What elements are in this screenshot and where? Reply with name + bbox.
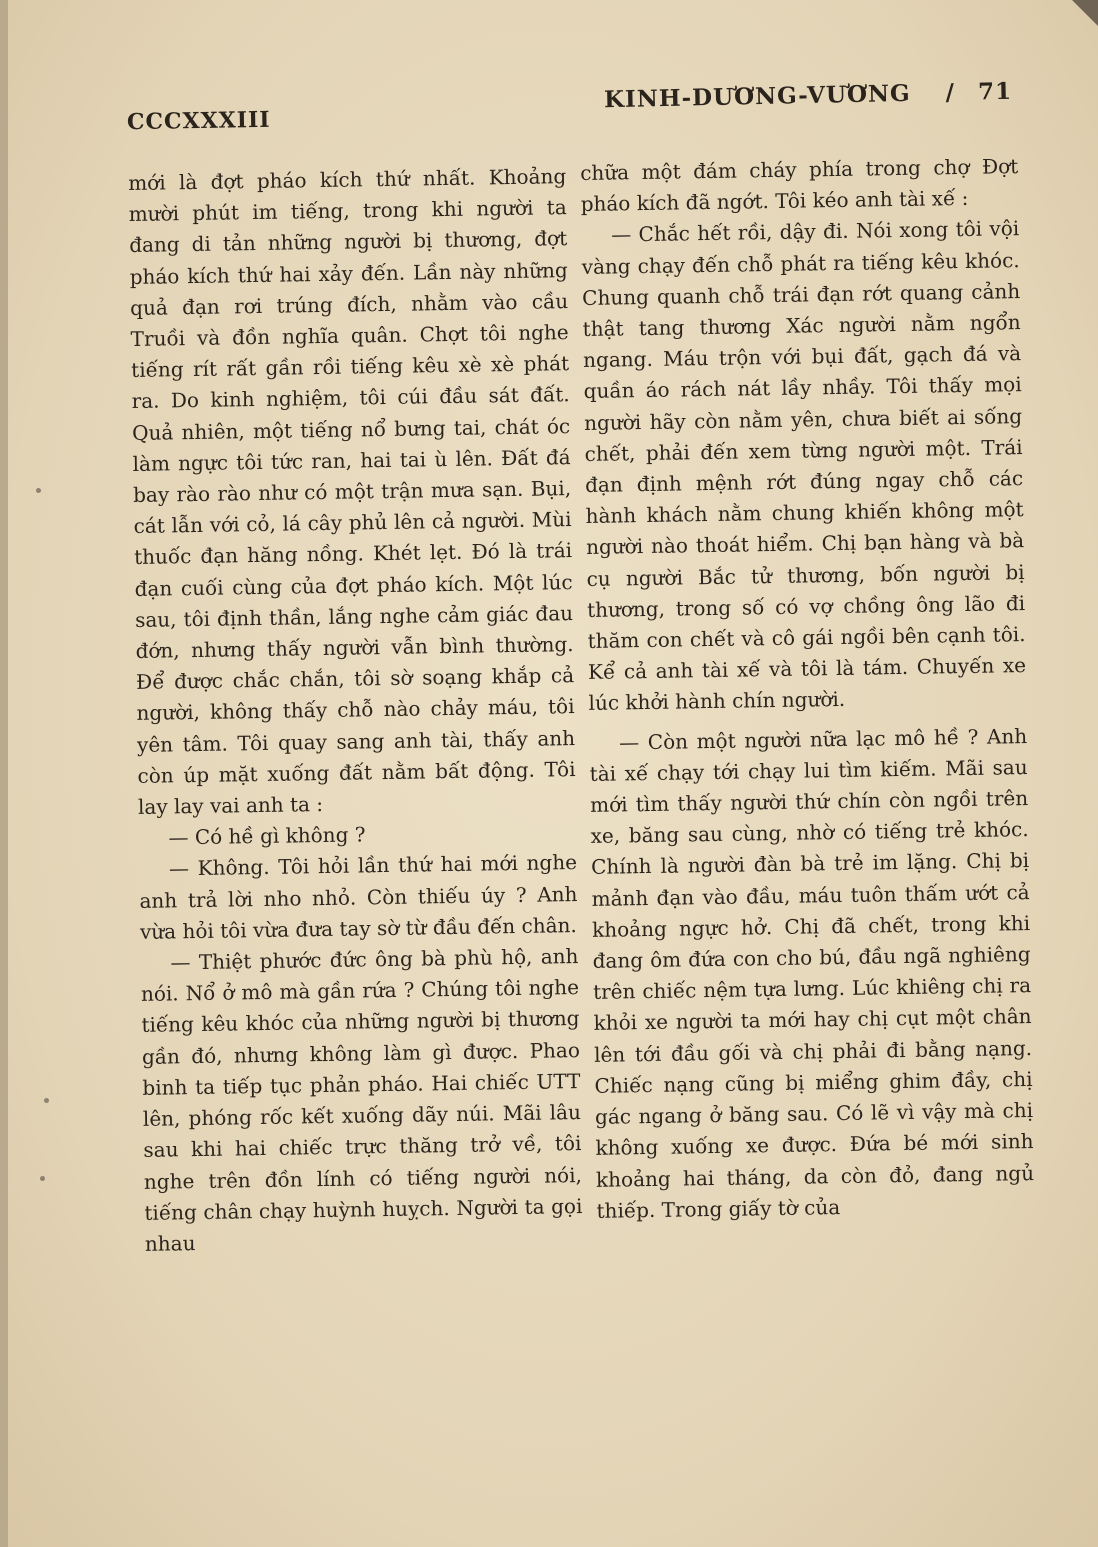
chapter-number: CCCXXXIII xyxy=(126,106,271,136)
paragraph: — Còn một người nữa lạc mô hề ? Anh tài xế chạy tới chạy lui tìm kiếm. Mãi sau mới tìm thấy người thứ chín còn ngồi trên xe, băng sau cùng, nhờ có tiếng trẻ khóc. Chính là người đàn bà trẻ im lặng. Chị bị mảnh đạn vào đầu, máu tuôn thấm ướt cả khoảng ngực hở. Chị đã chết, trong khi đang ôm đứa con cho bú, đầu ngã nghiêng trên chiếc nệm tựa lưng. Lúc khiêng chị ra khỏi xe người ta mới hay chị cụt một chân lên tới đầu gối và chị phải đi bằng nạng. Chiếc nạng cũng bị miểng ghim đầy, chị gác ngang ở băng sau. Có lẽ vì vậy mà chị không xuống xe được. Đứa bé mới sinh khoảng hai tháng, da còn đỏ, đang ngủ thiếp. Trong giấy tờ của xyxy=(589,723,1035,1223)
paragraph: — Không. Tôi hỏi lần thứ hai mới nghe anh trả lời nho nhỏ. Còn thiếu úy ? Anh vừa hỏi tôi vừa đưa tay sờ từ đầu đến chân. xyxy=(139,850,578,944)
paragraph: mới là đợt pháo kích thứ nhất. Khoảng mười phút im tiếng, trong khi người ta đang di tản những người bị thương, đợt pháo kích thứ hai xảy đến. Lần này những quả đạn rơi trúng đích, nhằm vào cầu Truồi và đồn nghĩa quân. Chợt tôi nghe tiếng rít rất gần rồi tiếng kêu xè xè phát ra. Do kinh nghiệm, tôi cúi đầu sát đất. Quả nhiên, một tiếng nổ bưng tai, chát óc làm ngực tôi tức ran, hai tai ù lên. Đất đá bay rào rào như có một trận mưa sạn. Bụi, cát lẫn với cỏ, lá cây phủ lên cả người. Mùi thuốc đạn hăng nồng. Khét lẹt. Đó là trái đạn cuối cùng của đợt pháo kích. Một lúc sau, tôi định thần, lắng nghe cảm giác đau đớn, nhưng thấy người vẫn bình thường. Để được chắc chắn, tôi sờ soạng khắp cả người, không thấy chỗ nào chảy máu, tôi yên tâm. Tôi quay sang anh tài, thấy anh còn úp mặt xuống đất nằm bất động. Tôi lay lay vai anh ta : xyxy=(128,164,576,819)
paragraph: — Chắc hết rồi, dậy đi. Nói xong tôi vội vàng chạy đến chỗ phát ra tiếng kêu khóc. Chung quanh chỗ trái đạn rớt quang cảnh thật tang thương Xác người nằm ngổn ngang. Máu trộn với bụi đất, gạch đá và quần áo rách nát lầy nhầy. Tôi thấy mọi người hãy còn nằm yên, chưa biết ai sống chết, phải đến xem từng người một. Trái đạn định mệnh rớt đúng ngay chỗ các hành khách nằm chung khiến không một người nào thoát hiểm. Chị bạn hàng và bà cụ người Bắc tử thương, bốn người bị thương, trong số có vợ chồng ông lão đi thăm con chết và cô gái ngồi bên cạnh tôi. Kể cả anh tài xế và tôi là tám. Chuyến xe lúc khởi hành chín người. xyxy=(581,216,1027,716)
paragraph: — Có hề gì không ? xyxy=(168,822,366,850)
paper-speck xyxy=(40,1176,45,1181)
paragraph: — Thiệt phước đức ông bà phù hộ, anh nói. Nổ ở mô mà gần rứa ? Chúng tôi nghe tiếng kêu khóc của những người bị thương gần đó, nhưng không làm gì được. Phao binh ta tiếp tục phản pháo. Hai chiếc UTT lên, phóng rốc kết xuống dãy núi. Mãi lâu sau khi hai chiếc trực thăng trở về, tôi nghe trên đồn lính có tiếng người nói, tiếng chân chạy huỳnh huỵch. Người ta gọi nhau xyxy=(140,944,583,1256)
paper-speck xyxy=(44,1098,49,1103)
book-title: KINH-DƯƠNG-VƯƠNG xyxy=(603,79,911,114)
page-corner xyxy=(1072,0,1098,26)
page-edge xyxy=(0,0,8,1547)
left-column xyxy=(128,161,583,1260)
paper-speck xyxy=(36,488,41,493)
running-header xyxy=(604,78,1013,114)
page-number: 71 xyxy=(977,77,1013,106)
paragraph: chữa một đám cháy phía trong chợ Đợt pháo kích đã ngớt. Tôi kéo anh tài xế : xyxy=(580,154,1019,217)
header-separator: / xyxy=(945,78,956,107)
right-column xyxy=(580,151,1035,1227)
